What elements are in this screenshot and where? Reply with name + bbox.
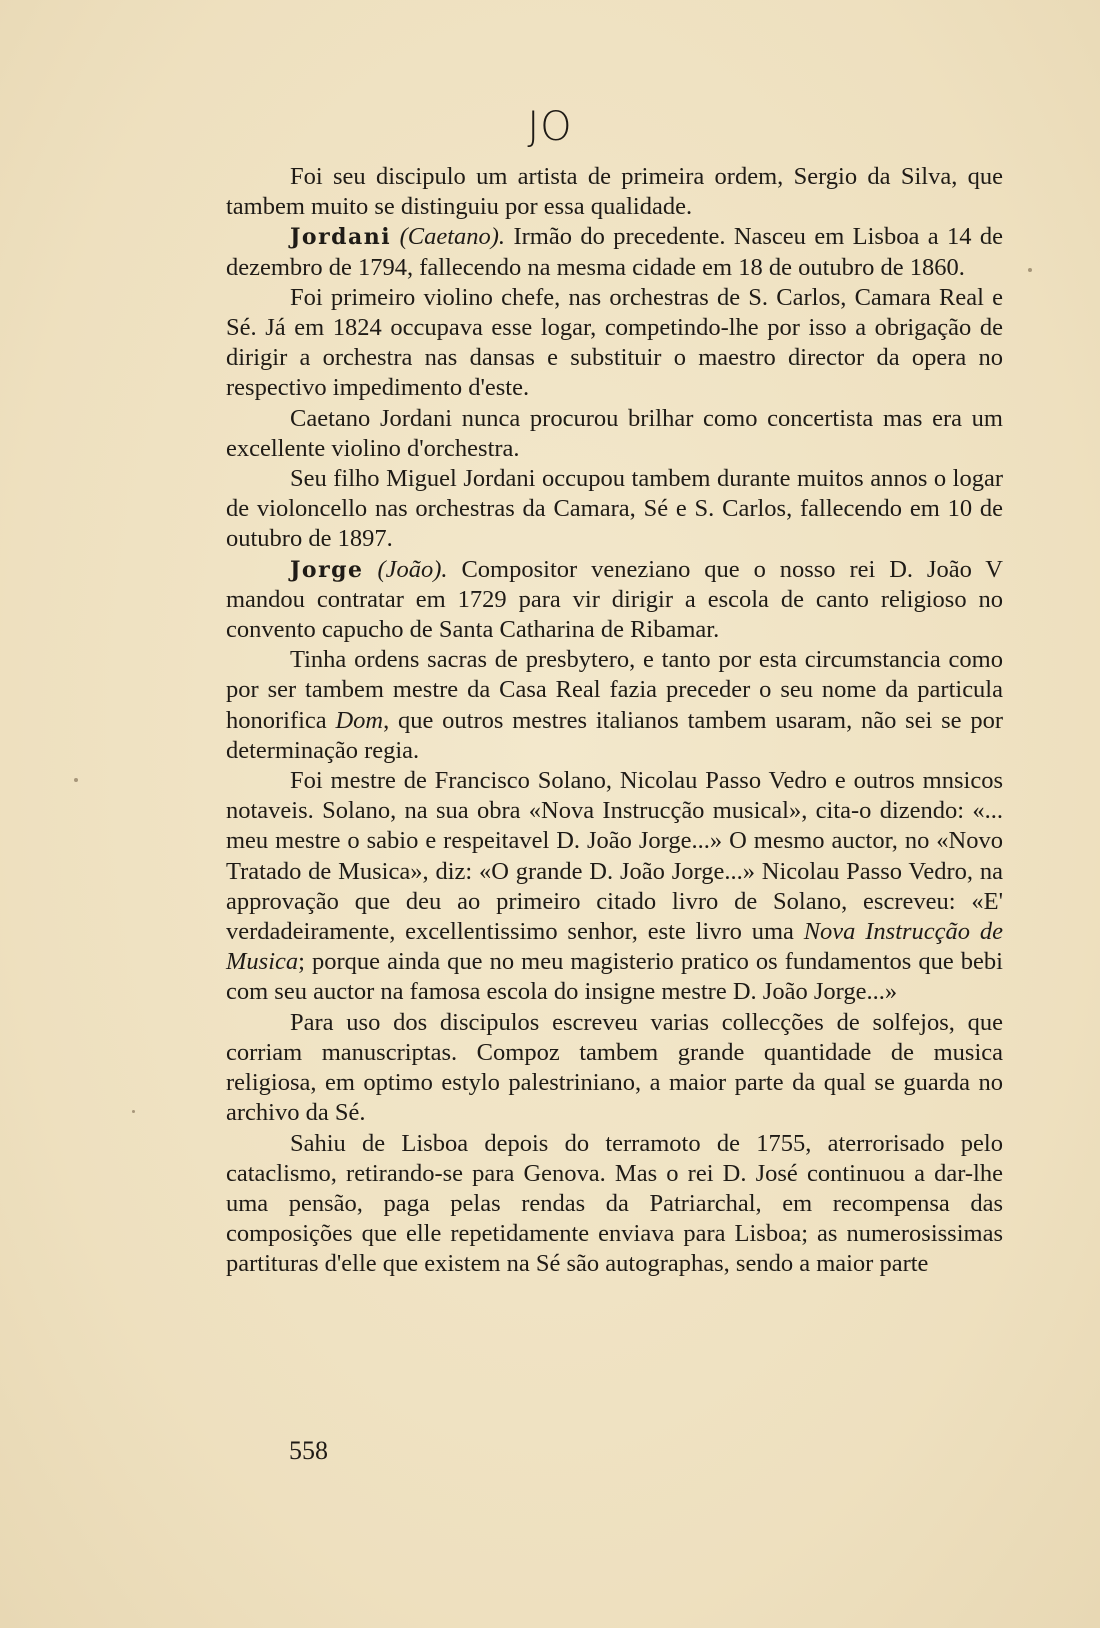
text-run	[364, 556, 378, 583]
text-run: Caetano Jordani nunca procurou brilhar como concertista mas era um excellente violino d'orchestra.	[226, 404, 1003, 462]
body-text	[226, 162, 1003, 1280]
text-run: Seu filho Miguel Jordani occupou tambem durante muitos annos o logar de violoncello nas orchestras da Camara, Sé e S. Carlos, fallecendo em 10 de outubro de 1897.	[226, 465, 1003, 553]
italic-text: (João).	[377, 555, 448, 583]
paragraph	[226, 283, 1003, 404]
entry-headword: Jorge	[290, 556, 364, 583]
paragraph	[226, 645, 1003, 766]
paragraph	[226, 404, 1003, 464]
page-number: 558	[289, 1436, 328, 1465]
paragraph	[226, 222, 1003, 282]
text-run: Sahiu de Lisboa depois do terramoto de 1755, aterrorisado pelo cataclismo, retirando-se para Genova. Mas o rei D. José continuou a dar-lhe uma pensão, paga pelas rendas da Patriarchal, em recompensa das composições que elle repetidamente enviava para Lisboa; as numerosissimas partituras d'elle que existem na Sé são autographas, sendo a maior parte	[226, 1129, 1003, 1278]
entry-headword: Jordani	[290, 224, 392, 251]
paragraph	[226, 464, 1003, 555]
text-run: Tinha ordens sacras de presbytero, e tanto por esta circumstancia como por ser tambem mestre da Casa Real fazia preceder o seu nome da particula honorifica	[226, 646, 1003, 734]
text-run	[391, 223, 399, 250]
italic-text: (Caetano).	[399, 223, 506, 251]
italic-text: Nova Instrucção de Musica	[226, 918, 1003, 976]
paragraph	[226, 766, 1003, 1008]
text-run: Compositor veneziano que o nosso rei D. João V mandou contratar em 1729 para vir dirigir a escola de canto religioso no convento capucho de Santa Catharina de Ribamar.	[226, 555, 1004, 644]
text-run: Foi primeiro violino chefe, nas orchestras de S. Carlos, Camara Real e Sé. Já em 1824 occupava esse logar, competindo-lhe por isso a obrigação de dirigir a orchestra nas dansas e substituir o maestro director da opera no respectivo impedimento d'este.	[226, 283, 1003, 402]
text-run: , que outros mestres italianos tambem usaram, não sei se por determinação regia.	[226, 706, 1003, 764]
paragraph	[226, 555, 1003, 646]
text-run: Foi mestre de Francisco Solano, Nicolau Passo Vedro e outros mnsicos notaveis. Solano, na sua obra «Nova Instrucção musical», cita-o dizendo: «... meu mestre o sabio e respeitavel D. João Jorge...» O mesmo auctor, no «Novo Tratado de Musica», diz: «O grande D. João Jorge...» Nicolau Passo Vedro, na approvação que deu ao primeiro citado livro de Solano, escreveu: «E' verdadeiramente, excellentissimo senhor, este livro uma	[226, 767, 1003, 946]
paper-speck	[74, 778, 78, 782]
text-run: Irmão do precedente. Nasceu em Lisboa a 14 de dezembro de 1794, fallecendo na mesma cidade em 18 de outubro de 1860.	[226, 223, 1004, 281]
paper-speck	[1028, 268, 1032, 272]
text-run: Para uso dos discipulos escreveu varias collecções de solfejos, que corriam manuscriptas. Compoz tambem grande quantidade de musica religiosa, em optimo estylo palestriniano, a maior parte da qual se guarda no archivo da Sé.	[226, 1008, 1003, 1127]
paper-speck	[132, 1110, 135, 1113]
paragraph	[226, 1129, 1003, 1280]
running-header: JO	[527, 104, 573, 150]
text-run: ; porque ainda que no meu magisterio pratico os fundamentos que bebi com seu auctor na famosa escola do insigne mestre D. João Jorge...»	[226, 948, 1003, 1006]
italic-text: Dom	[335, 706, 384, 734]
text-run: Foi seu discipulo um artista de primeira ordem, Sergio da Silva, que tambem muito se distinguiu por essa qualidade.	[226, 163, 1003, 221]
paragraph	[226, 1008, 1003, 1129]
paragraph	[226, 162, 1003, 222]
